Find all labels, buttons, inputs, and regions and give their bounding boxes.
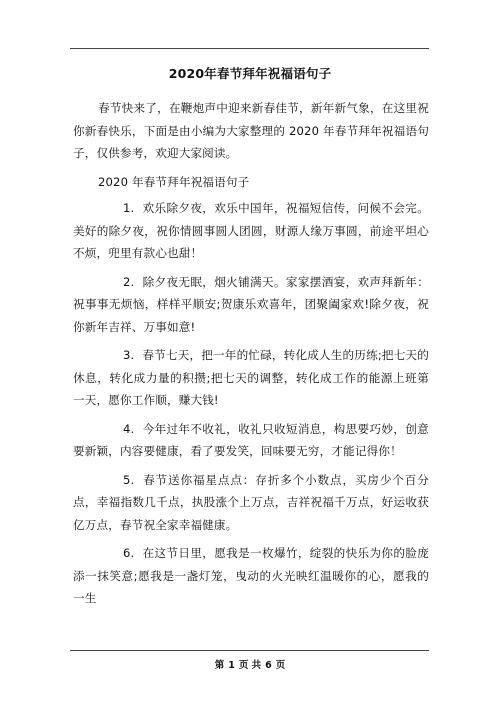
- item-text: 春节七天，把一年的忙碌，转化成人生的历练;把七天的休息，转化成力量的积攒;把七天的调整，转化成工作的能源上班第一天，愿你工作顺，赚大钱!: [73, 348, 429, 407]
- item-number: 4.: [123, 421, 135, 436]
- item-text: 除夕夜无眠，烟火铺满天。家家摆酒宴，欢声拜新年：祝事事无烦恼，样样平顺安;贺康乐欢喜年，团聚阖家欢!除夕夜，祝你新年吉祥、万事如意!: [73, 274, 429, 334]
- item-number: 3.: [123, 348, 135, 362]
- page-suffix: 页: [275, 660, 286, 671]
- item-text: 今年过年不收礼，收礼只收短消息，构思要巧妙，创意要新颖，内容要健康，看了要发笑，回味要无穷，才能记得你！: [73, 421, 429, 458]
- header-rule: [70, 48, 429, 49]
- list-item: [73, 469, 429, 537]
- page-footer: [0, 657, 500, 671]
- intro-paragraph: 春节快来了，在鞭炮声中迎来新春佳节，新年新气象，在这里祝你新春快乐，下面是由小编为大家整理的 2020 年春节拜年祝福语句子，仅供参考，欢迎大家阅读。: [73, 101, 429, 160]
- list-item: [73, 344, 429, 412]
- list-item: [73, 197, 429, 265]
- page-total: 6: [265, 660, 272, 671]
- list-item: [73, 418, 429, 463]
- item-number: 2.: [123, 274, 135, 289]
- footer-rule: [70, 650, 429, 651]
- list-item: [73, 542, 429, 610]
- section-subheading: 2020 年春节拜年祝福语句子: [98, 174, 250, 189]
- item-text: 欢乐除夕夜，欢乐中国年，祝福短信传，问候不会完。美好的除夕夜，祝你情圆事圆人团圆，财源人缘万事圆，前途平坦心不烦，兜里有款心也甜！: [73, 201, 429, 260]
- item-text: 春节送你福星点点：存折多个小数点，买房少个百分点，幸福指数几千点，执股涨个上万点，吉祥祝福千万点，好运收获亿万点，春节祝全家幸福健康。: [73, 472, 429, 532]
- item-number: 5.: [123, 472, 135, 487]
- item-number: 1.: [123, 201, 135, 215]
- item-text: 在这节日里，愿我是一枚爆竹，绽裂的快乐为你的脸庞添一抹笑意;愿我是一盏灯笼，曳动的火光映红温暖你的心，愿我的一生: [73, 546, 429, 605]
- list-item: [73, 271, 429, 339]
- document-title: 2020年春节拜年祝福语句子: [168, 66, 332, 81]
- document-body: [73, 97, 429, 616]
- page-prefix: 第: [214, 660, 225, 671]
- page-mid: 页 共: [238, 660, 262, 671]
- item-number: 6.: [123, 546, 135, 560]
- page-current: 1: [228, 660, 235, 671]
